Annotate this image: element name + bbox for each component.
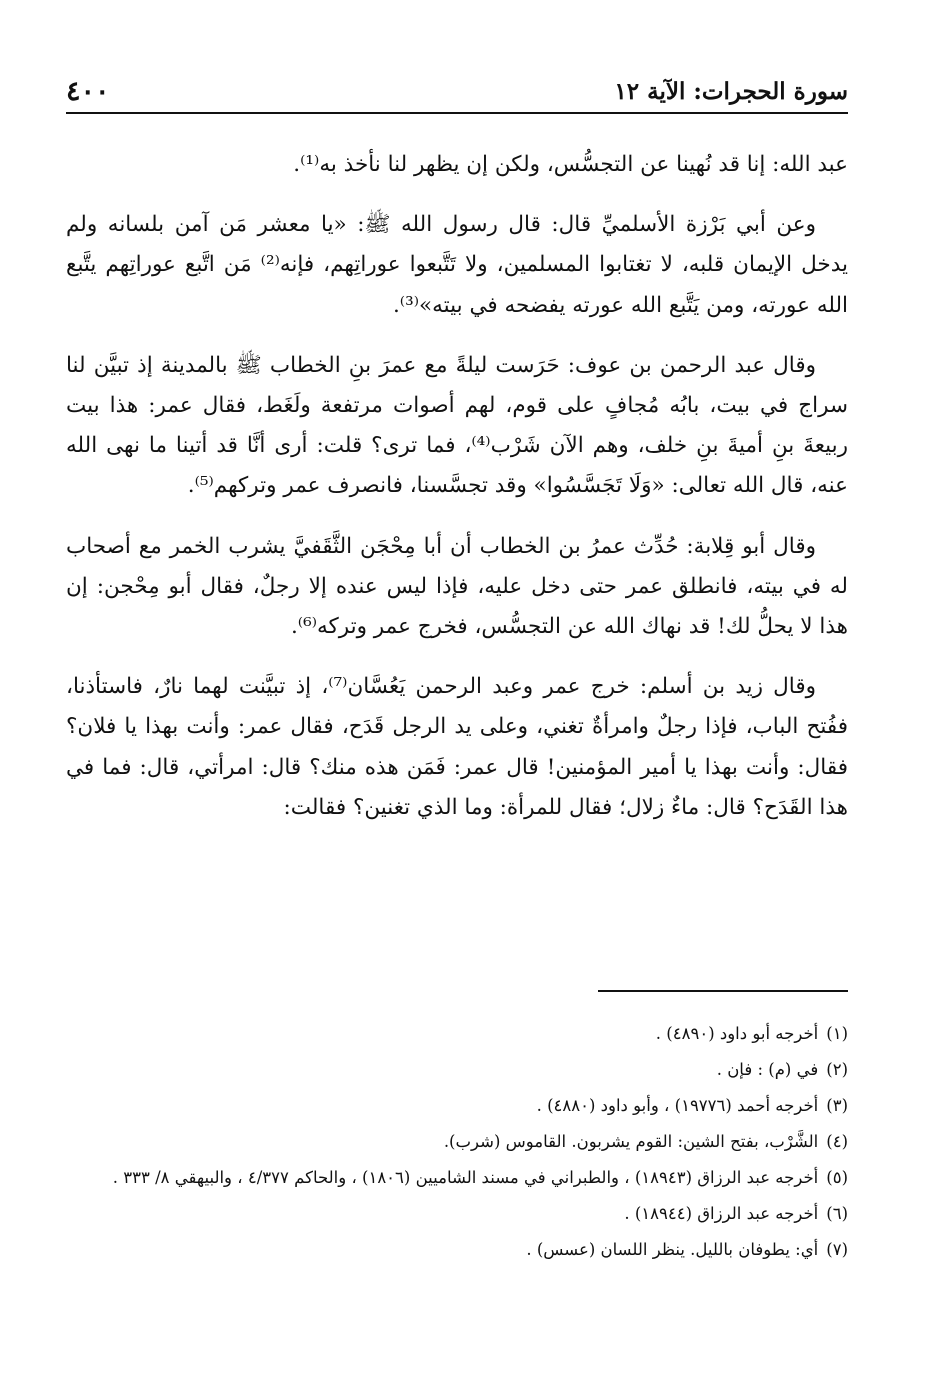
- footnote-number: (٧): [826, 1240, 848, 1259]
- footnote-text: أخرجه أبو داود (٤٨٩٠) .: [655, 1024, 819, 1043]
- footnote: [66, 1164, 848, 1192]
- paragraph: وقال زيد بن أسلم: خرج عمر وعبد الرحمن يَعُسَّان⁽⁷⁾، إذ تبيَّنت لهما نارٌ، فاستأذنا، ففُتح الباب، فإذا رجلٌ وامرأةٌ تغني، وعلى يد الرجل قَدَح، فقال عمر: وأنت بهذا يا فلان؟ فقال: وأنت بهذا يا أمير المؤمنين! قال عمر: فَمَن هذه منك؟ قال: امرأتي، قال: فما في هذا القَدَح؟ قال: ماءٌ زلال؛ فقال للمرأة: وما الذي تغنين؟ فقالت:: [66, 674, 848, 820]
- paragraph: وعن أبي بَرْزة الأسلميِّ قال: قال رسول الله ﷺ: «يا معشر مَن آمن بلسانه ولم يدخل الإيمان قلبه، لا تغتابوا المسلمين، ولا تَتَّبعوا عوراتِهم، فإنه⁽²⁾ مَن اتَّبع عوراتِهم يتَّبع الله عورته، ومن يَتَّبع الله عورته يفضحه في بيته»⁽³⁾.: [66, 212, 848, 318]
- footnote-text: في (م) : فإن .: [716, 1060, 819, 1079]
- running-title: سورة الحجرات: الآية ١٢: [614, 78, 848, 105]
- footnote: [66, 1236, 848, 1264]
- footnote-number: (٤): [826, 1132, 848, 1151]
- footnote-text: أخرجه عبد الرزاق (١٨٩٤٣) ، والطبراني في مسند الشاميين (١٨٠٦) ، والحاكم ٤/٣٧٧ ، والبيهقي ٨/ ٣٣٣ .: [112, 1168, 819, 1187]
- paragraph: عبد الله: إنا قد نُهينا عن التجسُّس، ولكن إن يظهر لنا نأخذ به⁽¹⁾.: [293, 152, 848, 177]
- paragraph: وقال أبو قِلابة: حُدِّث عمرُ بن الخطاب أن أبا مِحْجَن الثَّقَفيَّ يشرب الخمر مع أصحاب له في بيته، فانطلق عمر حتى دخل عليه، فإذا ليس عنده إلا رجلٌ، فقال أبو مِحْجن: إن هذا لا يحلُّ لك! قد نهاك الله عن التجسُّس، فخرج عمر وتركه⁽⁶⁾.: [66, 533, 848, 640]
- footnote-text: أي: يطوفان بالليل. ينظر اللسان (عسس) .: [526, 1240, 819, 1259]
- page-header: [66, 72, 848, 114]
- footnote: [66, 1056, 848, 1084]
- footnote-number: (٢): [826, 1060, 848, 1079]
- main-text: [66, 145, 848, 848]
- page-number: ٤٠٠: [66, 76, 110, 107]
- footnote-text: أخرجه أحمد (١٩٧٧٦) ، وأبو داود (٤٨٨٠) .: [536, 1096, 819, 1115]
- footnote: [66, 1128, 848, 1156]
- footnotes: [66, 1020, 848, 1272]
- footnote-divider: [598, 990, 848, 992]
- footnote-text: الشَّرْب، بفتح الشين: القوم يشربون. القاموس (شرب).: [443, 1132, 819, 1151]
- paragraph: وقال عبد الرحمن بن عوف: حَرَست ليلةً مع عمرَ بنِ الخطاب ﷺ بالمدينة إذ تبيَّن لنا سراج في بيت، بابُه مُجافٍ على قوم، لهم أصوات مرتفعة ولَغَط، فقال عمر: هذا بيت ربيعةَ بنِ أميةَ بنِ خلف، وهم الآن شَرْب⁽⁴⁾، فما ترى؟ قلت: أرى أنَّا قد أتينا ما نهى الله عنه، قال الله تعالى: «وَلَا تَجَسَّسُوا» وقد تجسَّسنا، فانصرف عمر وتركهم⁽⁵⁾.: [66, 352, 848, 499]
- footnote-text: أخرجه عبد الرزاق (١٨٩٤٤) .: [624, 1204, 819, 1223]
- footnote: [66, 1020, 848, 1048]
- footnote-number: (٥): [826, 1168, 848, 1187]
- footnote: [66, 1200, 848, 1228]
- footnote-number: (٣): [826, 1096, 848, 1115]
- footnote-number: (١): [826, 1024, 848, 1043]
- footnote-number: (٦): [826, 1204, 848, 1223]
- footnote: [66, 1092, 848, 1120]
